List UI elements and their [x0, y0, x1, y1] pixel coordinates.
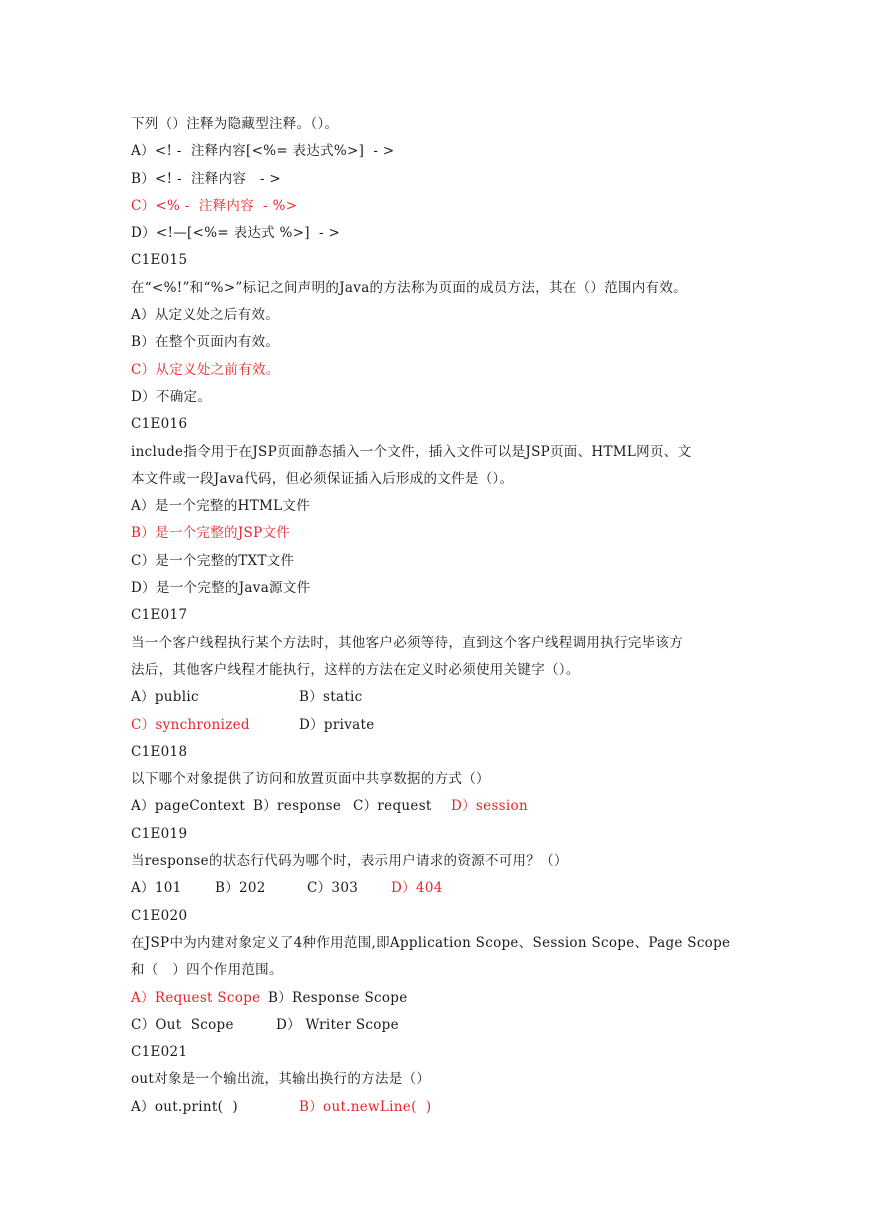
- answer-option: A）pageContext: [131, 798, 246, 815]
- answer-option-correct: B）out.newLine( ): [299, 1098, 432, 1115]
- question-text: include指令用于在JSP页面静态插入一个文件，插入文件可以是JSP页面、HTML网页、文: [131, 443, 692, 460]
- question-text: 当response的状态行代码为哪个时，表示用户请求的资源不可用？（）: [131, 853, 568, 870]
- question-text: 法后，其他客户线程才能执行，这样的方法在定义时必须使用关键字（）。: [131, 661, 580, 678]
- question-text: 和（ ）四个作用范围。: [131, 962, 283, 979]
- answer-option: D）<!—[<%= 表达式 %>] - >: [131, 225, 341, 242]
- question-id: C1E021: [131, 1044, 188, 1061]
- answer-option: C）request: [353, 798, 432, 815]
- answer-option: B）202: [215, 880, 266, 897]
- answer-option: D）是一个完整的Java源文件: [131, 580, 311, 597]
- answer-option: A）out.print( ): [131, 1098, 238, 1115]
- answer-option: B）在整个页面内有效。: [131, 334, 280, 351]
- question-text: 下列（）注释为隐藏型注释。（）。: [131, 116, 339, 132]
- question-text: 以下哪个对象提供了访问和放置页面中共享数据的方式（）: [131, 771, 490, 788]
- answer-option-correct: A）Request Scope: [131, 989, 261, 1006]
- question-id: C1E015: [131, 252, 188, 269]
- answer-option: C）是一个完整的TXT文件: [131, 552, 295, 569]
- answer-option: B）<! - 注释内容 - >: [131, 170, 282, 187]
- answer-option: A）是一个完整的HTML文件: [131, 498, 311, 515]
- answer-option: B）static: [299, 689, 363, 706]
- answer-option: D）private: [299, 716, 375, 733]
- answer-option: D）不确定。: [131, 388, 212, 405]
- question-text: 在JSP中为内建对象定义了4种作用范围,即Application Scope、Session Scope、Page Scope: [131, 934, 731, 951]
- question-id: C1E020: [131, 907, 188, 924]
- document-page: [131, 111, 741, 1121]
- answer-option-correct: C）<% - 注释内容 - %>: [131, 197, 298, 214]
- answer-option: A）<! - 注释内容[<%= 表达式%>] - >: [131, 143, 395, 160]
- options-row: [131, 1012, 741, 1039]
- question-id: C1E018: [131, 743, 188, 760]
- answer-option-correct: D）session: [451, 798, 528, 815]
- options-row: [131, 1094, 741, 1121]
- answer-option: B）response: [253, 798, 342, 815]
- question-text: 本文件或一段Java代码，但必须保证插入后形成的文件是（）。: [131, 470, 514, 487]
- options-row: [131, 712, 741, 739]
- options-row: [131, 684, 741, 711]
- answer-option: D） Writer Scope: [276, 1016, 399, 1033]
- options-row: [131, 875, 741, 902]
- question-id: C1E017: [131, 607, 188, 624]
- answer-option-correct: D）404: [391, 880, 443, 897]
- answer-option: C）Out Scope: [131, 1016, 234, 1033]
- question-id: C1E016: [131, 416, 188, 433]
- question-text: 在“<%!”和“%>”标记之间声明的Java的方法称为页面的成员方法，其在（）范围内有效。: [131, 279, 687, 296]
- options-row: [131, 793, 741, 820]
- answer-option-correct: C）synchronized: [131, 716, 250, 733]
- options-row: [131, 985, 741, 1012]
- question-text: out对象是一个输出流，其输出换行的方法是（）: [131, 1071, 431, 1088]
- answer-option-correct: B）是一个完整的JSP文件: [131, 525, 291, 542]
- answer-option: A）public: [131, 689, 199, 706]
- question-id: C1E019: [131, 825, 188, 842]
- answer-option: B）Response Scope: [268, 989, 408, 1006]
- question-text: 当一个客户线程执行某个方法时，其他客户必须等待，直到这个客户线程调用执行完毕该方: [131, 634, 683, 651]
- answer-option: A）101: [131, 880, 182, 897]
- answer-option-correct: C）从定义处之前有效。: [131, 361, 280, 378]
- answer-option: C）303: [307, 880, 359, 897]
- answer-option: A）从定义处之后有效。: [131, 307, 280, 324]
